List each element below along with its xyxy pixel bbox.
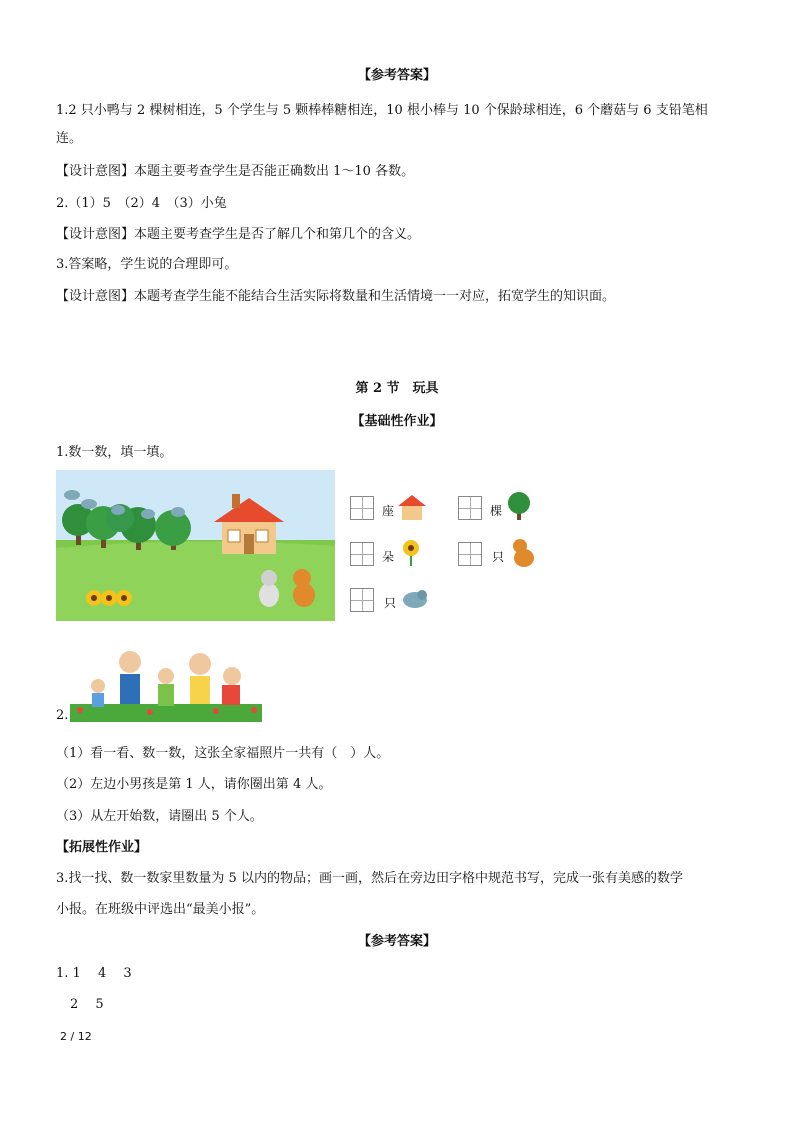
answer-box-tree[interactable]: [458, 496, 482, 520]
unit-house: 座: [382, 504, 395, 518]
sunflower-icon: [400, 538, 422, 568]
answer-box-cat[interactable]: [458, 542, 482, 566]
question-1: 1.数一数，填一填。: [56, 445, 173, 460]
answer-heading-2: 【参考答案】: [357, 934, 436, 949]
house-icon: [396, 492, 428, 522]
page-number: 2 / 12: [60, 1030, 92, 1043]
answer-q1-line1: 1.2 只小鸭与 2 棵树相连，5 个学生与 5 颗棒棒糖相连，10 根小棒与 10 个保龄球相连，6 个蘑菇与 6 支铅笔相: [56, 103, 708, 118]
answer2-row1: 1. 1 4 3: [56, 966, 132, 981]
question-3-line2: 小报。在班级中评选出“最美小报”。: [56, 902, 265, 917]
answer-q2-design: 【设计意图】本题主要考查学生是否了解几个和第几个的含义。: [56, 227, 421, 242]
question-2-part3: （3）从左开始数，请圈出 5 个人。: [56, 809, 263, 824]
answer-box-bird[interactable]: [350, 588, 374, 612]
extension-heading: 【拓展性作业】: [56, 840, 148, 855]
question-2-label: 2.: [56, 708, 69, 723]
question-2-part1: （1）看一看、数一数，这张全家福照片一共有（ ）人。: [56, 746, 390, 761]
unit-bird: 只: [384, 596, 397, 610]
answer2-row2: 2 5: [70, 997, 104, 1012]
bird-icon: [400, 586, 430, 610]
section-title: 第 2 节 玩具: [355, 381, 439, 396]
answer-q2: 2.（1）5 （2）4 （3）小兔: [56, 196, 227, 211]
answer-q3-design: 【设计意图】本题考查学生能不能结合生活实际将数量和生活情境一一对应，拓宽学生的知识面。: [56, 289, 616, 304]
answer-box-flower[interactable]: [350, 542, 374, 566]
unit-flower: 朵: [382, 550, 395, 564]
tree-icon: [506, 490, 532, 522]
question-2-part2: （2）左边小男孩是第 1 人，请你圈出第 4 人。: [56, 777, 332, 792]
cat-icon: [508, 536, 538, 568]
answer-heading-1: 【参考答案】: [357, 68, 436, 83]
counting-answer-grid: [340, 480, 560, 620]
family-photo: [70, 646, 262, 722]
scene-illustration: [56, 470, 335, 621]
answer-q1-design: 【设计意图】本题主要考查学生是否能正确数出 1～10 各数。: [56, 164, 415, 179]
answer-q3: 3.答案略，学生说的合理即可。: [56, 257, 238, 272]
answer-box-house[interactable]: [350, 496, 374, 520]
unit-tree: 棵: [490, 504, 503, 518]
question-3-line1: 3.找一找、数一数家里数量为 5 以内的物品；画一画，然后在旁边田字格中规范书写，完成一张有美感的数学: [56, 871, 683, 886]
unit-cat: 只: [492, 550, 505, 564]
basic-heading: 【基础性作业】: [351, 414, 443, 429]
answer-q1-line2: 连。: [56, 131, 83, 146]
